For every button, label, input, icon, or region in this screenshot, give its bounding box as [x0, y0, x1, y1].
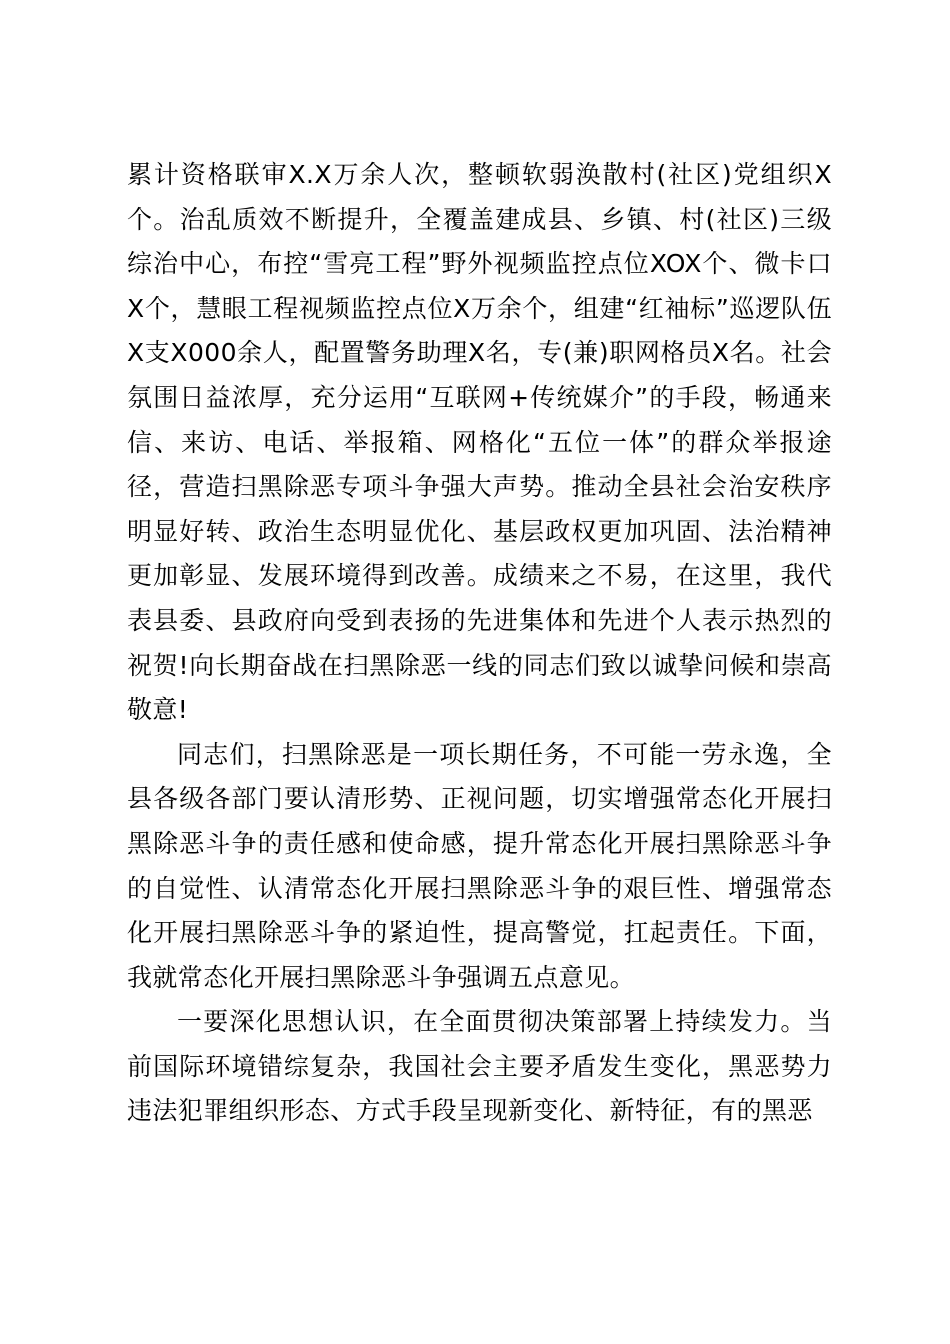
- paragraph-1: 累计资格联审X.X万余人次，整顿软弱涣散村(社区)党组织X个。治乱质效不断提升，全覆盖建成县、乡镇、村(社区)三级综治中心，布控“雪亮工程”野外视频监控点位XOX个、微卡口X个，慧眼工程视频监控点位X万余个，组建“红袖标”巡逻队伍X支X000余人，配置警务助理X名，专(兼)职网格员X名。社会氛围日益浓厚，充分运用“互联网+传统媒介”的手段，畅通来信、来访、电话、举报箱、网格化“五位一体”的群众举报途径，营造扫黑除恶专项斗争强大声势。推动全县社会治安秩序明显好转、政治生态明显优化、基层政权更加巩固、法治精神更加彰显、发展环境得到改善。成绩来之不易，在这里，我代表县委、县政府向受到表扬的先进集体和先进个人表示热烈的祝贺!向长期奋战在扫黑除恶一线的同志们致以诚挚问候和崇高敬意!: [127, 160, 832, 725]
- paragraph-2: 同志们，扫黑除恶是一项长期任务，不可能一劳永逸，全县各级各部门要认清形势、正视问题，切实增强常态化开展扫黑除恶斗争的责任感和使命感，提升常态化开展扫黑除恶斗争的自觉性、认清常态化开展扫黑除恶斗争的艰巨性、增强常态化开展扫黑除恶斗争的紧迫性，提高警觉，扛起责任。下面，我就常态化开展扫黑除恶斗争强调五点意见。: [127, 739, 832, 992]
- paragraph-3: 一要深化思想认识，在全面贯彻决策部署上持续发力。当前国际环境错综复杂，我国社会主要矛盾发生变化，黑恶势力违法犯罪组织形态、方式手段呈现新变化、新特征，有的黑恶: [127, 1007, 832, 1126]
- document-body: [127, 153, 832, 1134]
